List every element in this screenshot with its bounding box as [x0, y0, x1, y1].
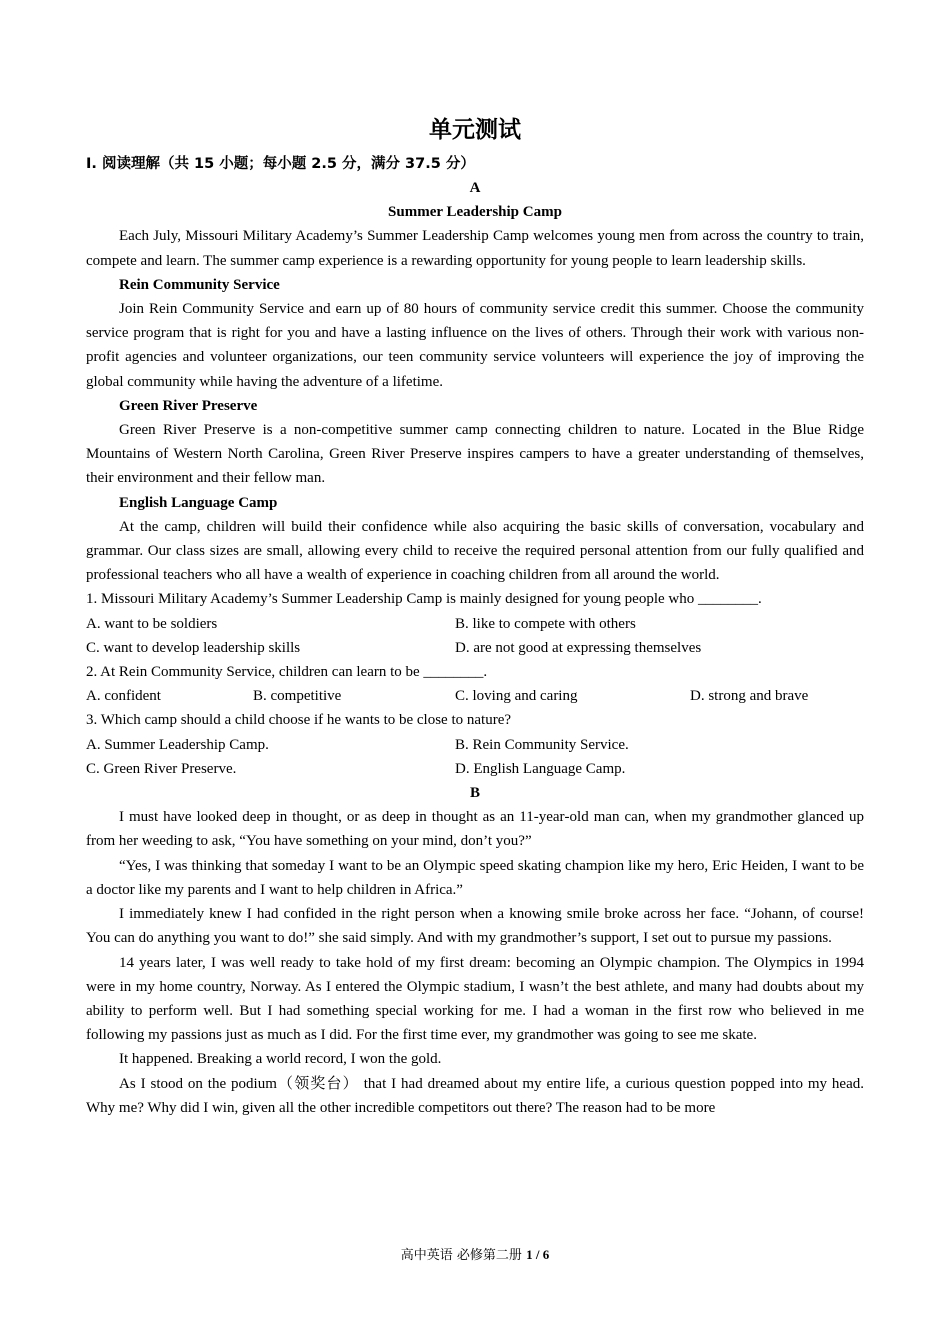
option: D. are not good at expressing themselves — [455, 639, 702, 656]
question-stem: 1. Missouri Military Academy’s Summer Leadership Camp is mainly designed for young people who ________. — [86, 591, 762, 608]
passage-b-paragraph: 14 years later, I was well ready to take hold of my first dream: becoming an Olympic champion. The Olympics in 1994 were in my home country, Norway. As I entered the Olympic stadium, I wasn’t the best athlete, and many had doubts about my ability to perform well. But I had something special working for me. I had a woman in the first row who believed in me following my passions just as much as I did. For the first time ever, my grandmother was going to see me skate. — [86, 954, 864, 1044]
section-heading: Ⅰ. 阅读理解（共 15 小题；每小题 2.5 分，满分 37.5 分） — [86, 156, 475, 172]
page — [86, 112, 864, 1120]
passage-b-paragraph: “Yes, I was thinking that someday I want to be an Olympic speed skating champion like my hero, Eric Heiden, I want to be a doctor like my parents and I want to help children in Africa.” — [86, 857, 864, 898]
camp-text: Green River Preserve is a non‑competitive summer camp connecting children to nature. Located in the Blue Ridge Mountains of Western North Carolina, Green River Preserve inspires campers to have a greater understanding of themselves, their environment and their fellow man. — [86, 422, 864, 487]
question-stem: 2. At Rein Community Service, children can learn to be ________. — [86, 664, 488, 681]
option: B. like to compete with others — [455, 615, 636, 632]
camp-name: Rein Community Service — [119, 276, 280, 293]
option: C. Green River Preserve. — [86, 760, 237, 777]
question-options — [86, 733, 864, 757]
passage-a-intro: Each July, Missouri Military Academy’s Summer Leadership Camp welcomes young men from across the country to train, compete and learn. The summer camp experience is a rewarding opportunity for young people to learn leadership skills. — [86, 228, 864, 269]
passage-a-heading: Summer Leadership Camp — [388, 204, 562, 221]
question-options — [86, 636, 864, 660]
camp-name: English Language Camp — [119, 494, 278, 511]
option: A. confident — [86, 688, 161, 705]
passage-b-paragraph: I must have looked deep in thought, or as deep in thought as an 11‑year‑old man can, when my grandmother glanced up from her weeding to ask, “You have something on your mind, don’t you?” — [86, 809, 864, 850]
question-options — [86, 612, 864, 636]
passage-b-label: B — [469, 785, 480, 802]
passage-b-paragraph: It happened. Breaking a world record, I won the gold. — [119, 1051, 442, 1068]
option: A. Summer Leadership Camp. — [86, 736, 269, 753]
passage-a-label: A — [469, 180, 481, 196]
camp-text: At the camp, children will build their confidence while also acquiring the basic skills of conversation, vocabulary and grammar. Our class sizes are small, allowing every child to receive the required personal attention from our fully qualified and professional teachers who all have a wealth of experience in coaching children from all around the world. — [86, 518, 864, 584]
question-options — [86, 684, 864, 708]
camp-text: Join Rein Community Service and earn up of 80 hours of community service credit this summer. Choose the community service program that is right for you and have a lasting influence on the lives of others. Through their work with various non-profit agencies and volunteer organizations, our teen community service volunteers will experience the joy of improving the global community while having the adventure of a lifetime. — [86, 301, 864, 390]
passage-b-paragraph: As I stood on the podium（领奖台） that I had dreamed about my entire life, a curious question popped into my head. Why me? Why did I win, given all the other incredible competitors out there? The reason had to be more — [86, 1075, 864, 1116]
camp-name: Green River Preserve — [119, 397, 258, 414]
question-options — [86, 757, 864, 781]
footer-text: 高中英语 必修第二册 — [400, 1248, 522, 1263]
option: C. want to develop leadership skills — [86, 639, 301, 656]
page-footer — [0, 1244, 950, 1263]
option: B. competitive — [253, 688, 342, 705]
option: C. loving and caring — [455, 688, 578, 705]
option: D. English Language Camp. — [455, 760, 626, 777]
page-number: 1 / 6 — [526, 1247, 550, 1262]
page-title: 单元测试 — [429, 117, 521, 143]
question-stem: 3. Which camp should a child choose if he wants to be close to nature? — [86, 712, 512, 729]
option: A. want to be soldiers — [86, 615, 218, 632]
option: D. strong and brave — [690, 688, 809, 705]
option: B. Rein Community Service. — [455, 736, 629, 753]
passage-b-paragraph: I immediately knew I had confided in the right person when a knowing smile broke across her face. “Johann, of course! You can do anything you want to do!” she said simply. And with my grandmother’s support, I set out to pursue my passions. — [86, 906, 864, 947]
